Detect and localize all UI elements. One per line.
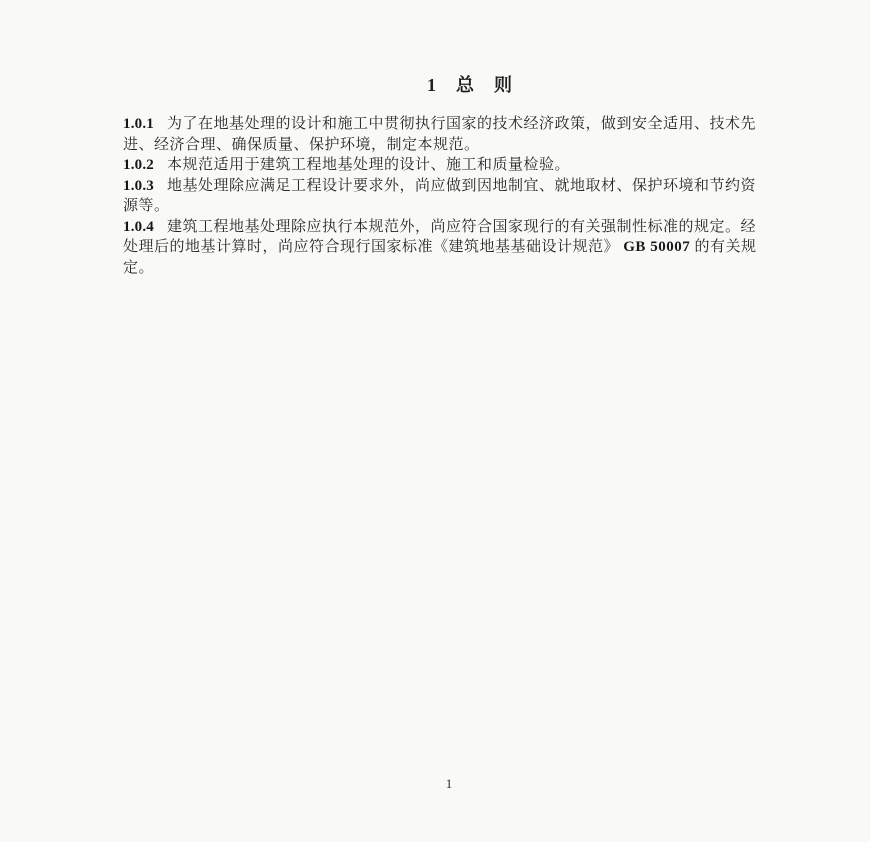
clause-1.0.4-line-3 — [123, 258, 768, 279]
clause-text: 进、经济合理、确保质量、保护环境，制定本规范。 — [123, 136, 480, 153]
chapter-title: 1 总 则 — [427, 75, 513, 95]
clause-text: 建筑工程地基处理除应执行本规范外，尚应符合国家现行的有关强制性标准的规定。经 — [167, 218, 757, 235]
clause-1.0.4-line-2 — [123, 237, 768, 258]
clause-1.0.3-line-2 — [123, 196, 768, 217]
clause-1.0.3-line-1 — [123, 176, 768, 197]
clause-number: 1.0.2 — [123, 157, 154, 173]
clause-text: 为了在地基处理的设计和施工中贯彻执行国家的技术经济政策，做到安全适用、技术先 — [167, 116, 757, 132]
clause-1.0.4-line-1 — [123, 217, 768, 238]
clause-1.0.1-line-2 — [123, 135, 768, 156]
clause-number: 1.0.4 — [123, 218, 154, 235]
clause-number: 1.0.1 — [123, 116, 154, 132]
clause-text: 处理后的地基计算时，尚应符合现行国家标准《建筑地基基础设计规范》 — [123, 239, 624, 255]
clause-text: 本规范适用于建筑工程地基处理的设计、施工和质量检验。 — [167, 157, 571, 173]
clause-number: 1.0.3 — [123, 177, 154, 194]
page-number: 1 — [445, 776, 453, 791]
clause-text: 地基处理除应满足工程设计要求外，尚应做到因地制宜、就地取材、保护环境和节约资 — [167, 177, 757, 194]
standard-code-reference: GB 50007 — [623, 239, 691, 255]
clause-1.0.2-line-1 — [123, 155, 768, 176]
clause-1.0.1-line-1 — [123, 114, 768, 135]
clause-text: 定。 — [123, 259, 155, 276]
clause-text: 的有关规 — [690, 239, 757, 255]
clause-text: 源等。 — [123, 198, 170, 214]
clauses-block — [123, 114, 768, 278]
